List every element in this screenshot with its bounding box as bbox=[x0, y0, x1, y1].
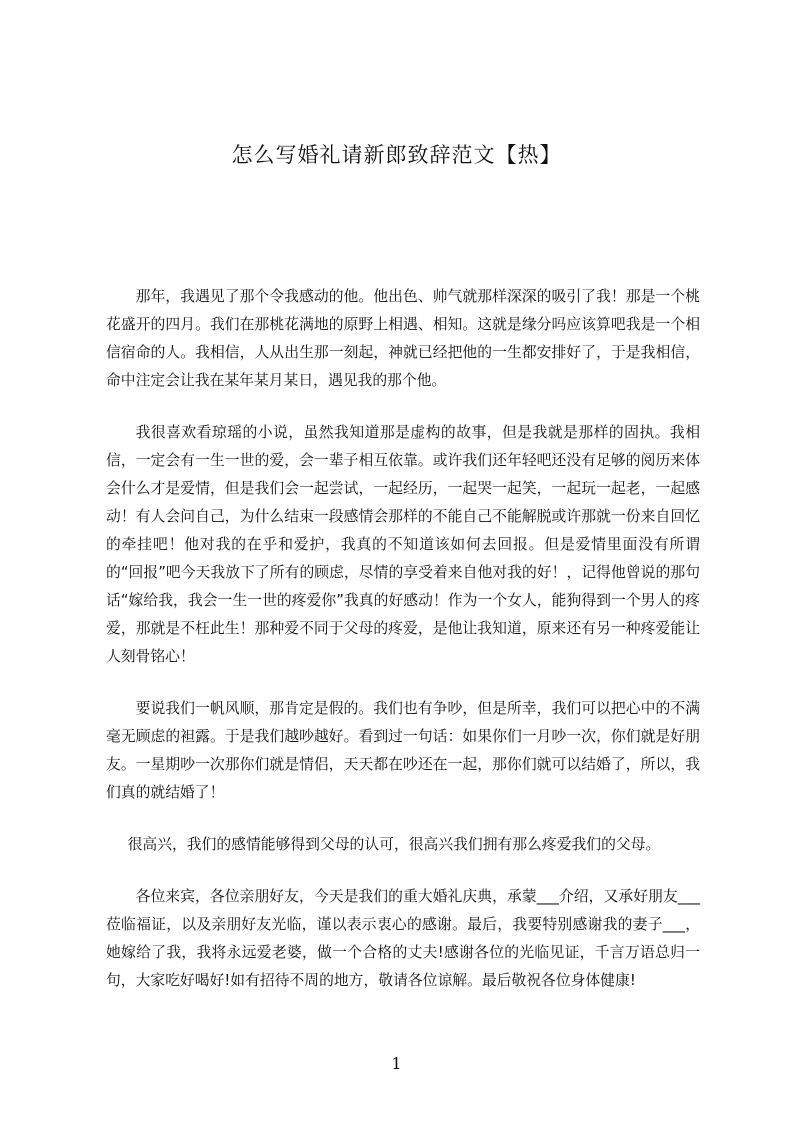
paragraph-3: 要说我们一帆风顺，那肯定是假的。我们也有争吵，但是所幸，我们可以把心中的不满毫无顾虑的袒露。于是我们越吵越好。看到过一句话：如果你们一月吵一次，你们就是好朋友。一星期吵一次那你们就是情侣，天天都在吵还在一起，那你们就可以结婚了，所以，我们真的就结婚了！ bbox=[106, 700, 700, 801]
paragraph-2: 我很喜欢看琼瑶的小说，虽然我知道那是虚构的故事，但是我就是那样的固执。我相信，一定会有一生一世的爱，会一辈子相互依靠。或许我们还年轻吧还没有足够的阅历来体会什么才是爱情，但是我们会一起尝试，一起经历，一起哭一起笑，一起玩一起老，一起感动！有人会问自己，为什么结束一段感情会那样的不能自己不能解脱或许那就一份来自回忆的牵挂吧！他对我的在乎和爱护，我真的不知道该如何去回报。但是爱情里面没有所谓的“回报”吧今天我放下了所有的顾虑，尽情的享受着来自他对我的好！，记得他曾说的那句话“嫁给我，我会一生一世的疼爱你”我真的好感动！作为一个女人，能狗得到一个男人的疼爱，那就是不枉此生！那种爱不同于父母的疼爱，是他让我知道，原来还有另一种疼爱能让人刻骨铭心！ bbox=[106, 424, 700, 665]
paragraph-1: 那年，我遇见了那个令我感动的他。他出色、帅气就那样深深的吸引了我！那是一个桃花盛开的四月。我们在那桃花满地的原野上相遇、相知。这就是缘分吗应该算吧我是一个相信宿命的人。我相信，人从出生那一刻起，神就已经把他的一生都安排好了，于是我相信，命中注定会让我在某年某月某日，遇见我的那个他。 bbox=[106, 288, 700, 389]
page-number: 1 bbox=[391, 1054, 402, 1073]
document-body bbox=[106, 283, 700, 1019]
paragraph-4: 很高兴，我们的感情能够得到父母的认可，很高兴我们拥有那么疼爱我们的父母。 bbox=[127, 836, 661, 853]
paragraph-5: 各位来宾，各位亲朋好友，今天是我们的重大婚礼庆典，承蒙___介绍，又承好朋友___莅临福证，以及亲朋好友光临，谨以表示衷心的感谢。最后，我要特别感谢我的妻子___，她嫁给了我，我将永远爱老婆，做一个合格的丈夫!感谢各位的光临见证，千言万语总归一句，大家吃好喝好!如有招待不周的地方，敬请各位谅解。最后敬祝各位身体健康! bbox=[106, 888, 700, 989]
document-title: 怎么写婚礼请新郎致辞范文【热】 bbox=[231, 143, 562, 167]
